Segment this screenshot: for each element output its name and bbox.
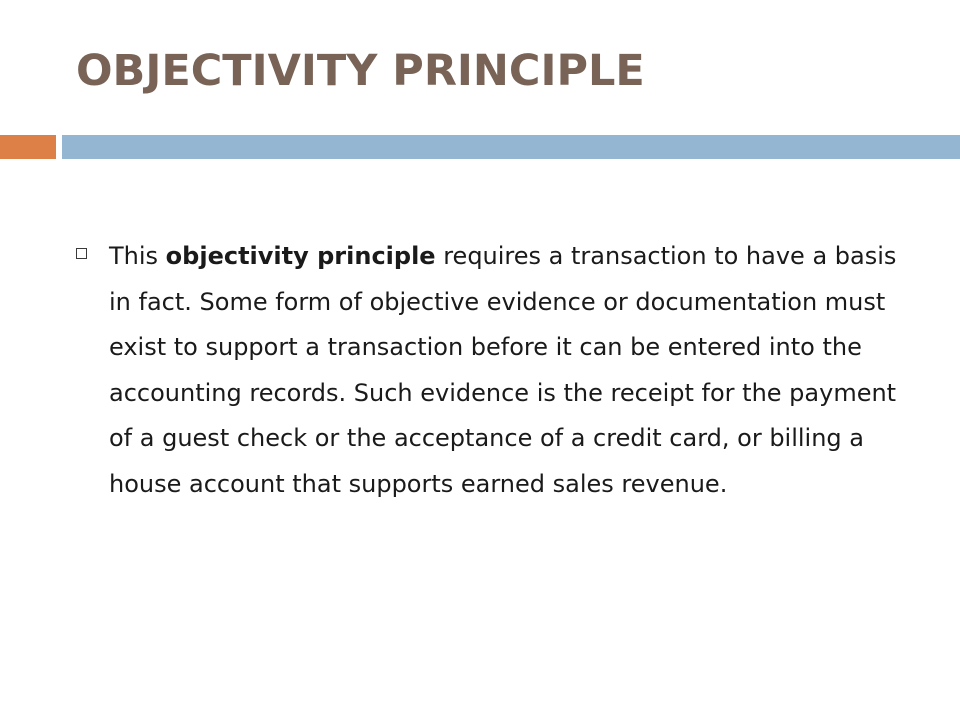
accent-bar-blue (62, 135, 960, 159)
slide-title: OBJECTIVITY PRINCIPLE (76, 46, 645, 96)
accent-bar-orange (0, 135, 56, 159)
square-bullet-icon (76, 248, 87, 259)
bullet-text (109, 234, 906, 507)
bullet-lead-text: This (109, 242, 166, 270)
bullet-rest-text: requires a transaction to have a basis in fact. Some form of objective evidence or documentation must exist to support a transaction before it can be entered into the accounting records. Such evidence is the receipt for the payment of a guest check or the acceptance of a credit card, or billing a house account that supports earned sales revenue. (109, 242, 897, 498)
bullet-bold-term: objectivity principle (165, 242, 436, 270)
bullet-item (76, 234, 906, 507)
